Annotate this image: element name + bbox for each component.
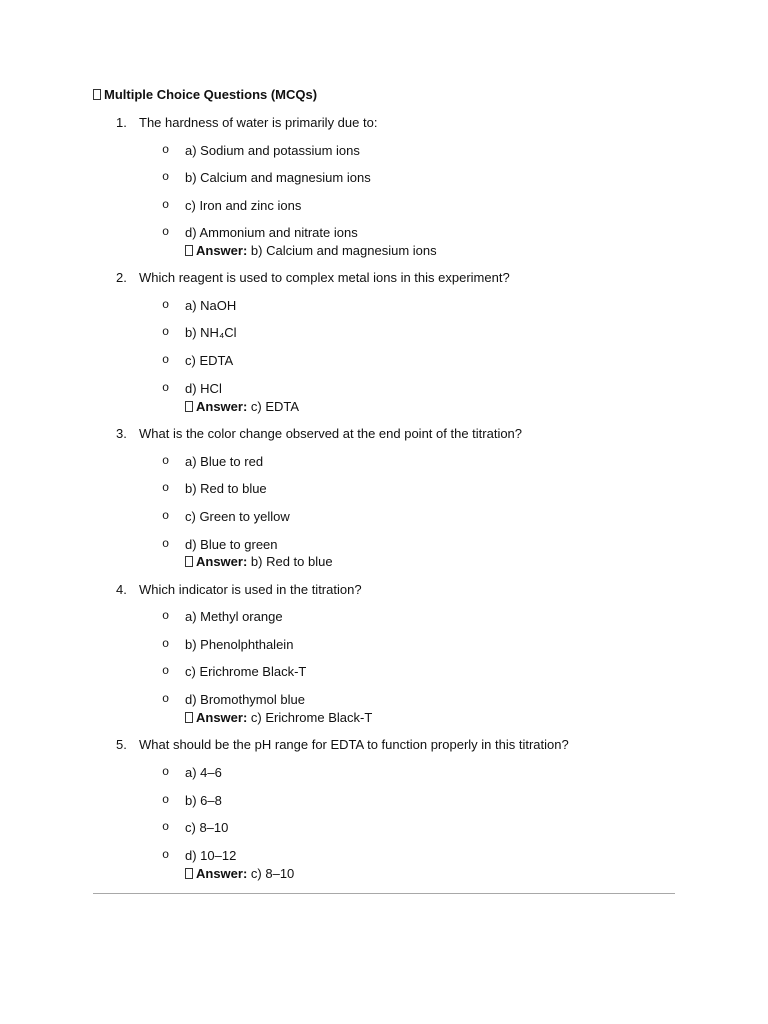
- option-text: d) HCl: [185, 381, 222, 396]
- option-text: d) Ammonium and nitrate ions: [185, 225, 358, 240]
- question-text: The hardness of water is primarily due to:: [139, 115, 378, 130]
- bullet-icon: o: [162, 143, 170, 157]
- option-text: c) EDTA: [185, 353, 234, 368]
- answer-label: Answer:: [196, 866, 248, 881]
- bullet-icon: o: [162, 170, 170, 184]
- option-text: d) Blue to green: [185, 537, 278, 552]
- answer-label: Answer:: [196, 399, 248, 414]
- option-text: d) 10–12: [185, 848, 237, 863]
- bullet-icon: o: [162, 353, 170, 367]
- question-number: 3.: [116, 426, 127, 441]
- question-number: 5.: [116, 737, 127, 752]
- answer-label: Answer:: [196, 554, 248, 569]
- question-number: 1.: [116, 115, 127, 130]
- question-3-answer: [185, 554, 333, 569]
- question-text: Which indicator is used in the titration?: [139, 582, 362, 597]
- checkbox-glyph-icon: [185, 712, 193, 723]
- option-text: d) Bromothymol blue: [185, 692, 305, 707]
- question-number: 4.: [116, 582, 127, 597]
- option-text: c) 8–10: [185, 820, 229, 835]
- answer-text: c) 8–10: [250, 866, 295, 881]
- answer-label: Answer:: [196, 710, 248, 725]
- bullet-icon: o: [162, 637, 170, 651]
- option-text: c) Iron and zinc ions: [185, 198, 302, 213]
- option-text: a) Sodium and potassium ions: [185, 143, 360, 158]
- bullet-icon: o: [162, 381, 170, 395]
- question-5-answer: [185, 866, 294, 881]
- question-text: What is the color change observed at the end point of the titration?: [139, 426, 523, 441]
- bullet-icon: o: [162, 609, 170, 623]
- answer-text: c) Erichrome Black-T: [250, 710, 373, 725]
- bullet-icon: o: [162, 225, 170, 239]
- answer-label: Answer:: [196, 243, 248, 258]
- bullet-icon: o: [162, 848, 170, 862]
- answer-text: c) EDTA: [250, 399, 300, 414]
- checkbox-glyph-icon: [185, 245, 193, 256]
- horizontal-rule: [93, 893, 675, 894]
- bullet-icon: o: [162, 537, 170, 551]
- answer-text: b) Red to blue: [250, 554, 333, 569]
- bullet-icon: o: [162, 664, 170, 678]
- question-text: What should be the pH range for EDTA to function properly in this titration?: [139, 737, 569, 752]
- section-heading: [93, 87, 317, 102]
- checkbox-glyph-icon: [185, 556, 193, 567]
- option-text: c) Erichrome Black-T: [185, 664, 307, 679]
- bullet-icon: o: [162, 793, 170, 807]
- bullet-icon: o: [162, 198, 170, 212]
- question-4-answer: [185, 710, 372, 725]
- question-1-answer: [185, 243, 437, 258]
- option-text: b) Phenolphthalein: [185, 637, 294, 652]
- option-text: a) 4–6: [185, 765, 222, 780]
- bullet-icon: o: [162, 765, 170, 779]
- bullet-icon: o: [162, 509, 170, 523]
- bullet-icon: o: [162, 454, 170, 468]
- checkbox-glyph-icon: [93, 89, 101, 100]
- option-text: b) Red to blue: [185, 481, 267, 496]
- checkbox-glyph-icon: [185, 401, 193, 412]
- option-text: c) Green to yellow: [185, 509, 290, 524]
- checkbox-glyph-icon: [185, 868, 193, 879]
- section-heading-text: Multiple Choice Questions (MCQs): [104, 87, 318, 102]
- option-text: b) 6–8: [185, 793, 222, 808]
- question-2-answer: [185, 399, 299, 414]
- bullet-icon: o: [162, 692, 170, 706]
- option-text: a) Blue to red: [185, 454, 264, 469]
- bullet-icon: o: [162, 481, 170, 495]
- option-text: a) NaOH: [185, 298, 237, 313]
- bullet-icon: o: [162, 325, 170, 339]
- question-text: Which reagent is used to complex metal ions in this experiment?: [139, 270, 510, 285]
- bullet-icon: o: [162, 298, 170, 312]
- option-text: a) Methyl orange: [185, 609, 283, 624]
- question-number: 2.: [116, 270, 127, 285]
- bullet-icon: o: [162, 820, 170, 834]
- option-text: b) NH₄Cl: [185, 325, 237, 340]
- option-text: b) Calcium and magnesium ions: [185, 170, 371, 185]
- answer-text: b) Calcium and magnesium ions: [250, 243, 437, 258]
